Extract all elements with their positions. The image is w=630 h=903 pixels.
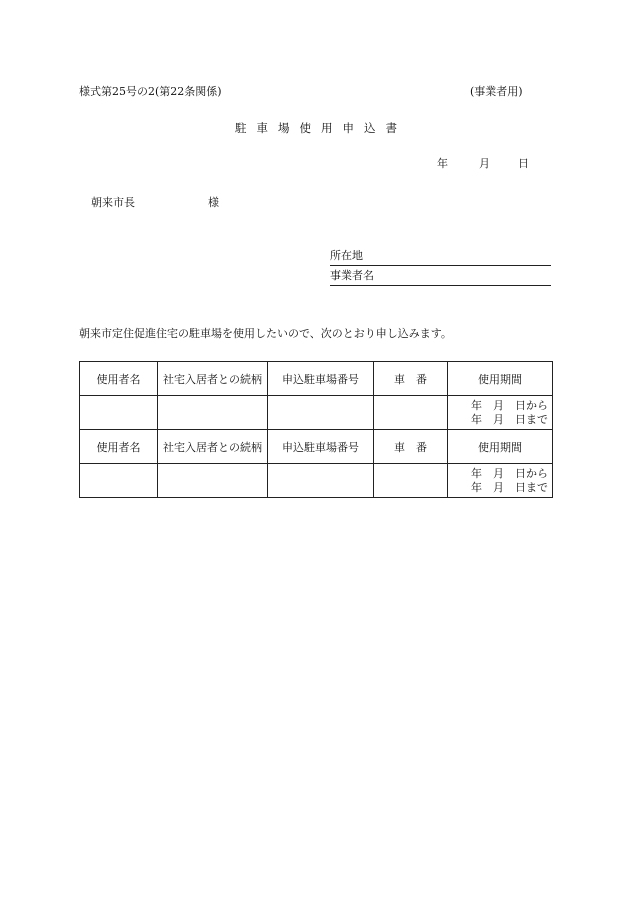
applicant-name-label: 事業者名	[330, 269, 374, 282]
header-usage-period: 使用期間	[448, 362, 553, 396]
applicant-name-field[interactable]	[330, 267, 551, 286]
header-vehicle-number: 車 番	[374, 430, 448, 464]
addressee-honorific: 様	[208, 196, 219, 209]
usage-period-cell[interactable]	[448, 464, 553, 498]
period-from-text: 年 月 日から	[471, 398, 548, 412]
date-day-label: 日	[518, 157, 529, 170]
applicant-address-field[interactable]	[330, 247, 551, 266]
parking-number-cell[interactable]	[268, 464, 374, 498]
date-year-label: 年	[437, 157, 448, 170]
header-relationship: 社宅入居者との続柄	[158, 362, 268, 396]
relationship-cell[interactable]	[158, 396, 268, 430]
period-from-text: 年 月 日から	[471, 466, 548, 480]
parking-application-table	[79, 361, 553, 498]
relationship-cell[interactable]	[158, 464, 268, 498]
addressee-name: 朝来市長	[91, 196, 135, 209]
header-parking-number: 申込駐車場番号	[268, 430, 374, 464]
parking-number-cell[interactable]	[268, 396, 374, 430]
vehicle-number-cell[interactable]	[374, 396, 448, 430]
table-row	[80, 464, 553, 498]
header-vehicle-number: 車 番	[374, 362, 448, 396]
header-parking-number: 申込駐車場番号	[268, 362, 374, 396]
form-number: 様式第25号の2(第22条関係)	[79, 85, 222, 98]
table-header-row	[80, 430, 553, 464]
user-name-cell[interactable]	[80, 396, 158, 430]
vehicle-number-cell[interactable]	[374, 464, 448, 498]
user-name-cell[interactable]	[80, 464, 158, 498]
header-user-name: 使用者名	[80, 362, 158, 396]
header-usage-period: 使用期間	[448, 430, 553, 464]
period-to-text: 年 月 日まで	[471, 412, 548, 426]
document-title: 駐車場使用申込書	[235, 121, 407, 135]
table-header-row	[80, 362, 553, 396]
request-statement: 朝来市定住促進住宅の駐車場を使用したいので、次のとおり申し込みます。	[79, 327, 452, 340]
date-month-label: 月	[479, 157, 490, 170]
applicant-address-label: 所在地	[330, 249, 363, 262]
header-user-name: 使用者名	[80, 430, 158, 464]
period-to-text: 年 月 日まで	[471, 480, 548, 494]
usage-period-cell[interactable]	[448, 396, 553, 430]
user-type-label: (事業者用)	[470, 85, 523, 98]
header-relationship: 社宅入居者との続柄	[158, 430, 268, 464]
table-row	[80, 396, 553, 430]
